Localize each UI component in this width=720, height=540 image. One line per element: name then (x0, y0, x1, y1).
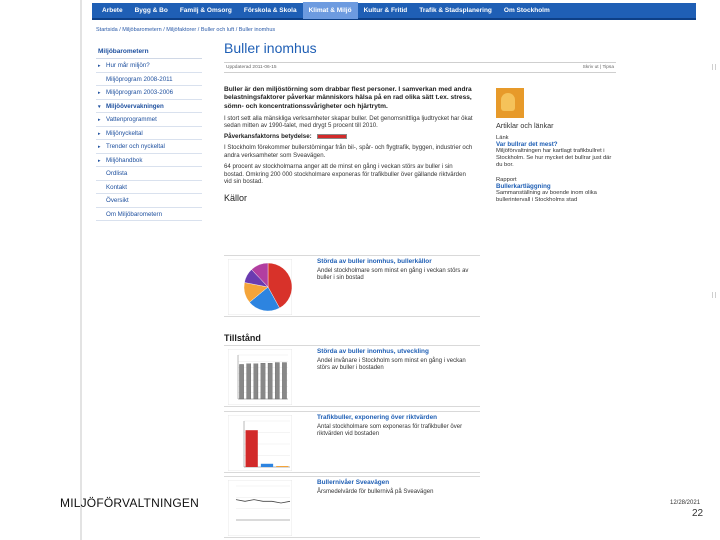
line-chart-thumbnail[interactable] (228, 480, 292, 536)
right-column-title: Artiklar och länkar (496, 121, 554, 130)
sidebar-item-label: Hur mår miljön? (106, 62, 150, 69)
bar-chart-thumbnail[interactable] (228, 349, 292, 405)
sidebar-item[interactable] (96, 194, 202, 208)
card-description: Andel invånare i Stockholm som minst en gång i veckan störs av buller i bostaden (317, 358, 466, 372)
chevron-icon: ▸ (98, 130, 101, 137)
sidebar-menu (96, 45, 202, 221)
footer-organization: MILJÖFÖRVALTNINGEN (60, 496, 199, 510)
chevron-icon: ▸ (98, 63, 101, 69)
factor-indicator-bar (317, 134, 347, 139)
sidebar-item[interactable] (96, 167, 202, 181)
sources-heading: Källor (224, 193, 248, 204)
indicator-card[interactable] (224, 476, 480, 538)
bar (282, 363, 286, 399)
nav-tab[interactable]: Om Stockholm (503, 7, 550, 14)
bar (254, 364, 258, 399)
sidebar-item[interactable] (96, 73, 202, 87)
card-description: Andel stockholmare som minst en gång i veckan störs av buller i sin bostad (317, 268, 469, 282)
sidebar-item-label: Trender och nyckeltal (106, 143, 165, 150)
sidebar-item-label: Ordlista (106, 170, 128, 177)
card-description: Årsmedelvärde för bullernivå på Sveavägen (317, 489, 434, 495)
card-title[interactable]: Bullernivåer Sveavägen (317, 479, 390, 486)
right-column (496, 88, 612, 204)
factor-significance (224, 133, 482, 140)
nav-tab[interactable]: Bygg & Bo (134, 7, 168, 14)
scrollbar[interactable] (708, 0, 720, 540)
indicator-card[interactable] (224, 255, 480, 317)
chart-frame (228, 480, 292, 536)
body-paragraph-2: I Stockholm förekommer bullerstörningar från bil-, spår- och flygtrafik, byggen, industrier och andra verksamheter som Sveavägen. (224, 144, 473, 159)
indicator-card[interactable] (224, 345, 480, 407)
info-bar (224, 62, 616, 73)
lead-text: Buller är den miljöstörning som drabbar flest personer. I samverkan med andra belastningsfaktorer påverkar människors hälsa på en rad olika sätt t.ex. stress, sömn- och koncentrationssvårigheter och hjärtrytm. (224, 86, 472, 110)
chevron-icon: ▸ (98, 144, 101, 150)
bar (275, 363, 279, 399)
body-paragraph-1: I stort sett alla mänskliga verksamheter skapar buller. Det genomsnittliga ljudtrycket har ökat sedan mitten av 1990-talet, med drygt 5 procent till 2010. (224, 114, 473, 130)
body-paragraph-3: 64 procent av stockholmarna anger att de minst en gång i veckan störs av buller i sin bostad. Omkring 200 000 stockholmare exponeras för trafikbuller över gällande riktvärden vid sin bostad. (224, 163, 466, 186)
bar (247, 364, 251, 399)
sidebar-item[interactable] (96, 86, 202, 100)
chart-frame (228, 415, 292, 471)
web-page (82, 0, 700, 540)
sidebar-item-label: Kontakt (106, 183, 127, 191)
nav-tab[interactable]: Förskola & Skola (243, 7, 297, 14)
report-type-label: Rapport (496, 176, 517, 183)
sidebar-item-label: Miljönyckeltal (106, 129, 143, 137)
chevron-icon: ▸ (98, 157, 101, 164)
noise-map-description: Miljöförvaltningen har kartlagt trafikbullret i Stockholm. Se hur mycket det bullrar just där du bor. (496, 148, 612, 169)
card-title[interactable]: Trafikbuller, exponering över riktvärden (317, 414, 438, 421)
scrollbar-tick (712, 64, 716, 70)
nav-tab[interactable]: Familj & Omsorg (179, 7, 232, 14)
noise-report-link[interactable]: Bullerkartläggning (496, 182, 551, 190)
bar (261, 363, 265, 399)
slide-number: 22 (692, 508, 704, 519)
article-image (496, 88, 524, 118)
bar (239, 364, 243, 399)
print-share-links[interactable]: Skriv ut | Tipsa (582, 65, 614, 70)
bar (276, 466, 288, 467)
sidebar-item-label: Miljöövervakningen (106, 102, 164, 110)
sidebar-item[interactable] (96, 140, 202, 154)
indicator-card[interactable] (224, 411, 480, 473)
top-navigation (92, 3, 696, 20)
sidebar-title[interactable]: Miljöbarometern (96, 45, 202, 59)
sidebar-item[interactable] (96, 100, 202, 114)
pie-chart-thumbnail[interactable] (228, 259, 292, 315)
card-description: Antal stockholmare som exponeras för trafikbuller över riktvärden vid bostaden (317, 424, 463, 438)
bar (261, 464, 273, 467)
sidebar-item[interactable] (96, 113, 202, 127)
sidebar-item[interactable] (96, 208, 202, 222)
scrollbar-tick (712, 292, 716, 298)
bar (246, 430, 258, 467)
chevron-icon: ▸ (98, 90, 101, 96)
status-heading: Tillstånd (224, 333, 261, 343)
sidebar-item[interactable] (96, 59, 202, 73)
left-margin (0, 0, 82, 540)
sidebar-item-label: Om Miljöbarometern (106, 210, 163, 218)
nav-tab[interactable]: Arbete (102, 7, 123, 14)
updated-date: Uppdaterad 2011-06-15 (226, 65, 277, 70)
sidebar-item[interactable] (96, 154, 202, 168)
bar-chart-thumbnail[interactable] (228, 415, 292, 471)
noise-map-link[interactable]: Var bullrar det mest? (496, 141, 558, 148)
nav-tab[interactable]: Klimat & Miljö (303, 2, 358, 19)
card-title[interactable]: Störda av buller inomhus, utveckling (317, 348, 429, 355)
chevron-icon: ▸ (98, 117, 101, 123)
sidebar-item-label: Översikt (106, 197, 129, 204)
sidebar-item-label: Miljöprogram 2008-2011 (106, 75, 173, 83)
sidebar-item-label: Miljöprogram 2003-2006 (106, 89, 174, 96)
card-title[interactable]: Störda av buller inomhus, bullerkällor (317, 258, 432, 265)
sidebar-item-label: Vattenprogrammet (106, 116, 157, 123)
sidebar-item[interactable] (96, 181, 202, 195)
link-type-label: Länk (496, 135, 509, 141)
sidebar-item-label: Miljöhandbok (106, 156, 143, 164)
page-title: Buller inomhus (224, 40, 317, 56)
sidebar-item[interactable] (96, 127, 202, 141)
noise-report-description: Sammanställning av boende inom olika bullerintervall i Stockholms stad (496, 189, 597, 203)
nav-tab[interactable]: Trafik & Stadsplanering (419, 7, 492, 14)
footer-date: 12/28/2021 (670, 500, 701, 506)
breadcrumb[interactable]: Startsida / Miljöbarometern / Miljöfaktorer / Buller och luft / Buller inomhus (96, 27, 276, 33)
factor-label: Påverkansfaktorns betydelse: (224, 133, 312, 141)
nav-tab[interactable]: Kultur & Fritid (363, 7, 408, 14)
bar (268, 363, 272, 399)
chevron-icon: ▾ (98, 103, 101, 110)
